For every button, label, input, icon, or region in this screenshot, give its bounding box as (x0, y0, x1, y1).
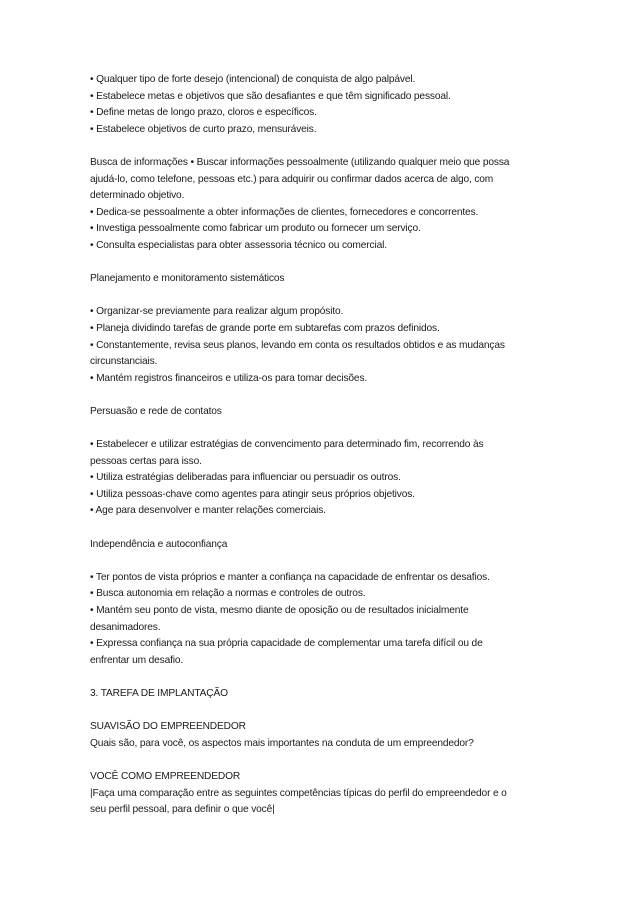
planning-section (90, 271, 560, 387)
bullet-line: • Expressa confiança na sua própria capacidade de complementar uma tarefa difícil ou de (90, 638, 483, 650)
bullet-line: • Busca autonomia em relação a normas e controles de outros. (90, 588, 366, 600)
commitment-bullets (90, 72, 560, 138)
bullet-line: • Mantém registros financeiros e utiliza-os para tomar decisões. (90, 372, 368, 384)
bullet-line: • Organizar-se previamente para realizar algum propósito. (90, 306, 344, 318)
bullet-line: • Utiliza pessoas-chave como agentes para atingir seus próprios objetivos. (90, 488, 415, 500)
bullet-line: • Utiliza estratégias deliberadas para influenciar ou persuadir os outros. (90, 472, 401, 484)
bullet-line: • Mantém seu ponto de vista, mesmo diante de oposição ou de resultados inicialmente (90, 605, 469, 616)
bullet-line: • Age para desenvolver e manter relações comerciais. (90, 505, 326, 517)
task-section (90, 686, 560, 703)
section-heading: 3. TAREFA DE IMPLANTAÇÃO (90, 687, 228, 699)
section-heading: Planejamento e monitoramento sistemáticos (90, 273, 285, 285)
bullet-line: • Estabelece objetivos de curto prazo, mensuráveis. (90, 123, 317, 135)
bullet-line: • Investiga pessoalmente como fabricar um produto ou fornecer um serviço. (90, 223, 421, 235)
bullet-line: • Dedica-se pessoalmente a obter informações de clientes, fornecedores e concorrentes. (90, 206, 479, 218)
document-body (90, 72, 560, 819)
bullet-line: • Define metas de longo prazo, cloros e específicos. (90, 107, 317, 119)
independence-section (90, 537, 560, 670)
bullet-line: • Planeja dividindo tarefas de grande porte em subtarefas com prazos definidos. (90, 322, 440, 334)
paragraph-line: seu perfil pessoal, para definir o que você| (90, 804, 275, 816)
persuasion-section (90, 404, 560, 520)
section-heading: VOCÊ COMO EMPREENDEDOR (90, 770, 241, 782)
vision-section (90, 719, 560, 752)
bullet-line: • Estabelece metas e objetivos que são desafiantes e que têm significado pessoal. (90, 90, 451, 102)
bullet-line: • Estabelecer e utilizar estratégias de convencimento para determinado fim, recorrendo às (90, 439, 484, 451)
bullet-line: desanimadores. (90, 621, 161, 633)
bullet-line: pessoas certas para isso. (90, 455, 202, 467)
bullet-line: • Ter pontos de vista próprios e manter a confiança na capacidade de enfrentar os desafios. (90, 571, 490, 583)
bullet-line: • Consulta especialistas para obter assessoria técnico ou comercial. (90, 239, 387, 251)
paragraph-line: |Faça uma comparação entre as seguintes competências típicas do perfil do empreendedor e o (90, 787, 507, 799)
bullet-line: enfrentar um desafio. (90, 654, 184, 666)
bullet-line: • Constantemente, revisa seus planos, levando em conta os resultados obtidos e as mudanças (90, 339, 505, 351)
information-search-section (90, 155, 560, 255)
paragraph-line: Busca de informações • Buscar informações pessoalmente (utilizando qualquer meio que possa (90, 156, 510, 168)
bullet-line: circunstanciais. (90, 356, 158, 368)
section-heading: Persuasão e rede de contatos (90, 405, 222, 417)
section-heading: SUAVISÃO DO EMPREENDEDOR (90, 721, 246, 733)
bullet-line: • Qualquer tipo de forte desejo (intencional) de conquista de algo palpável. (90, 74, 416, 85)
section-heading: Independência e autoconfiança (90, 538, 228, 550)
you-as-entrepreneur-section (90, 769, 560, 819)
paragraph-line: ajudá-lo, como telefone, pessoas etc.) para adquirir ou confirmar dados acerca de algo, com (90, 173, 494, 185)
paragraph-line: determinado objetivo. (90, 190, 185, 202)
question-line: Quais são, para você, os aspectos mais importantes na conduta de um empreendedor? (90, 737, 474, 749)
